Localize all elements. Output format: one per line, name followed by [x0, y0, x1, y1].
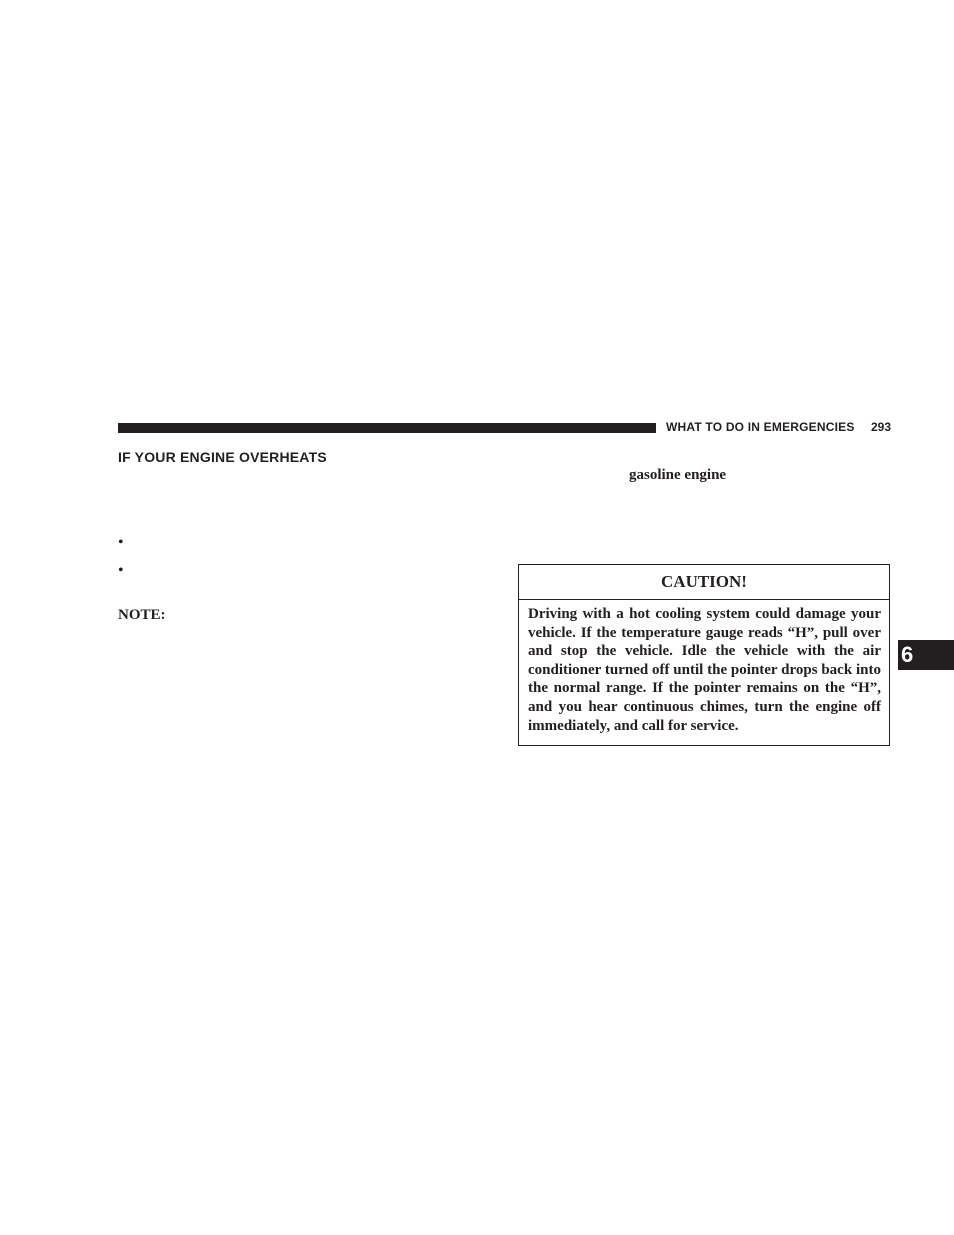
header-rule [118, 423, 656, 433]
caution-box [518, 564, 890, 746]
section-heading: IF YOUR ENGINE OVERHEATS [118, 449, 327, 465]
bullet-marker: • [118, 534, 124, 551]
caution-body: Driving with a hot cooling system could damage your vehicle. If the temperature gauge reads “H”, pull over and stop the vehicle. Idle the vehicle with the air conditioner turned off until the pointer drops back into the normal range. If the pointer remains on the “H”, and you hear continuous chimes, turn the engine off immediately, and call for service. [528, 606, 881, 734]
caution-title: CAUTION! [519, 565, 889, 600]
running-header-title: WHAT TO DO IN EMERGENCIES [666, 420, 855, 434]
note-label: NOTE: [118, 607, 166, 623]
gasoline-engine-text: gasoline engine [629, 467, 727, 483]
bullet-marker: • [118, 562, 124, 579]
page-number: 293 [871, 420, 892, 434]
chapter-tab: 6 [898, 640, 954, 670]
